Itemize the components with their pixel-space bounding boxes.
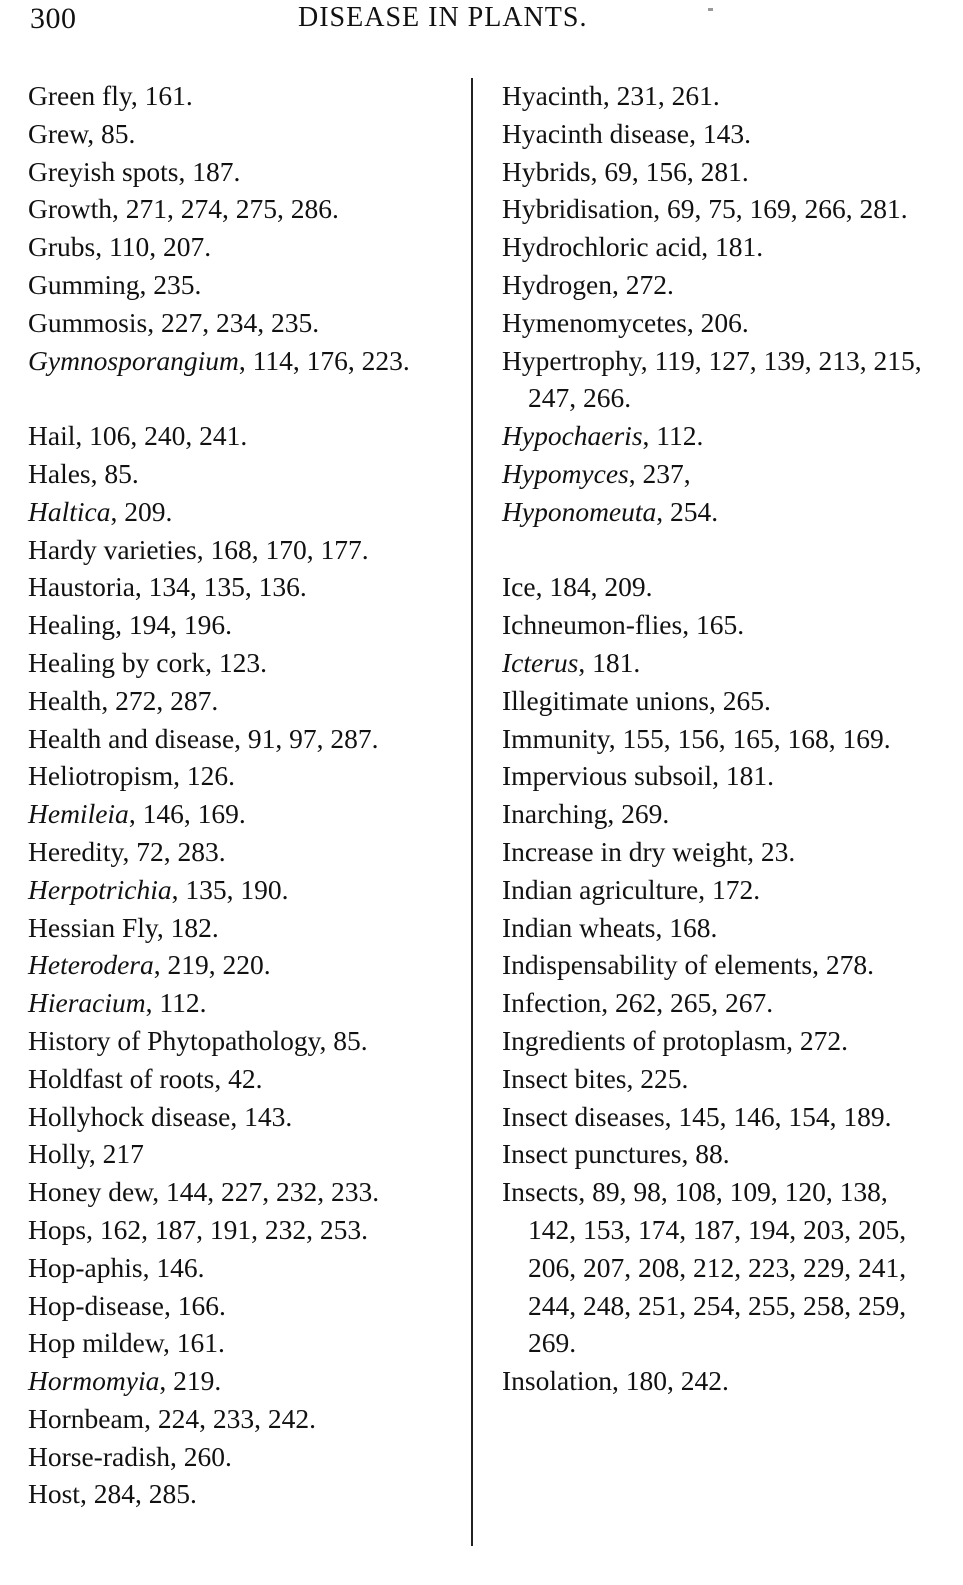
- index-term: Greyish spots: [28, 155, 179, 187]
- page-references: , 168, 170, 177.: [196, 533, 369, 565]
- index-term: Infection: [502, 987, 602, 1019]
- index-entry: [28, 1060, 458, 1098]
- index-entry: [28, 1249, 458, 1287]
- index-entry: [28, 1362, 458, 1400]
- page-references: , 72, 283.: [122, 835, 226, 867]
- index-term: Hardy varieties: [28, 533, 197, 565]
- page-references: , 224, 233, 242.: [144, 1402, 316, 1434]
- index-column-right: [502, 77, 942, 1400]
- index-entry: [28, 720, 458, 758]
- index-term: Hemileia: [28, 798, 129, 830]
- index-term: Holly: [28, 1138, 89, 1170]
- index-entry: [502, 1098, 942, 1136]
- index-term: Growth: [28, 193, 113, 225]
- page-references: , 217: [88, 1138, 144, 1170]
- index-entry: [502, 1173, 942, 1362]
- index-entry: [502, 871, 942, 909]
- index-term: Hop-aphis: [28, 1251, 143, 1283]
- index-term: Hail: [28, 420, 76, 452]
- page-references: , 112.: [642, 420, 704, 452]
- index-entry: [502, 115, 942, 153]
- index-term: Hieracium: [28, 987, 146, 1019]
- index-term: Host: [28, 1478, 80, 1510]
- index-entry: [502, 984, 942, 1022]
- index-term: Insect diseases: [502, 1100, 665, 1132]
- page-references: , 165.: [682, 609, 745, 641]
- page-references: , 143.: [230, 1100, 293, 1132]
- page-references: , 237,: [628, 457, 691, 489]
- index-term: Gymnosporangium: [28, 344, 239, 376]
- index-entry: [28, 871, 458, 909]
- index-entry: [502, 757, 942, 795]
- index-entry: [28, 1287, 458, 1325]
- page-references: , 85.: [90, 457, 139, 489]
- index-entry: [28, 266, 458, 304]
- page-references: , 110, 207.: [95, 231, 212, 263]
- index-entry: [28, 1475, 458, 1513]
- page-references: , 182.: [156, 911, 219, 943]
- page-references: , 161.: [130, 80, 193, 111]
- index-term: Hyacinth: [502, 80, 603, 111]
- page-references: , 42.: [214, 1062, 263, 1094]
- index-term: Hyponomeuta: [502, 495, 657, 527]
- index-entry: [502, 417, 942, 455]
- column-divider: [471, 78, 473, 1546]
- index-term: Indian wheats: [502, 911, 656, 943]
- page-references: , 260.: [170, 1440, 232, 1472]
- index-term: Indian agriculture: [502, 873, 699, 905]
- index-entry: [502, 720, 942, 758]
- index-term: Hypochaeris: [502, 420, 643, 452]
- index-term: Healing by cork: [28, 646, 206, 678]
- index-term: Ingredients of protoplasm: [502, 1024, 787, 1056]
- index-entry: [502, 795, 942, 833]
- index-entry: [502, 606, 942, 644]
- page-references: , 272.: [786, 1024, 848, 1056]
- page-references: , 144, 227, 232, 233.: [152, 1176, 380, 1208]
- index-entry: [502, 644, 942, 682]
- page-references: , 89, 98, 108, 109, 120, 138, 142, 153, 174, 187, 194, 203, 205, 206, 207, 208, 212, 223, 229, 241, 244, 248, 251, 254, 255, 258, 259, 269.: [528, 1176, 907, 1359]
- index-entry: [28, 417, 458, 455]
- index-term: Hales: [28, 457, 91, 489]
- index-entry: [502, 342, 942, 418]
- index-entry: [502, 1022, 942, 1060]
- index-term: Hop mildew: [28, 1327, 163, 1359]
- index-term: Insolation: [502, 1365, 612, 1397]
- page-references: , 135, 190.: [171, 873, 289, 905]
- index-term: Honey dew: [28, 1176, 153, 1208]
- index-term: Haustoria: [28, 571, 135, 603]
- index-entry: [502, 493, 942, 531]
- page-references: , 219, 220.: [153, 949, 271, 981]
- page-references: , 161.: [162, 1327, 225, 1359]
- page-references: , 194, 196.: [115, 609, 232, 641]
- index-term: Hollyhock disease: [28, 1100, 231, 1132]
- page-references: , 235.: [139, 268, 202, 300]
- index-entry: [502, 1060, 942, 1098]
- page-references: , 69, 156, 281.: [590, 155, 749, 187]
- page-references: , 181.: [712, 760, 774, 792]
- index-entry: [28, 682, 458, 720]
- page-references: , 265.: [708, 684, 771, 716]
- page-references: , 114, 176, 223.: [238, 344, 410, 376]
- index-entry: [502, 1362, 942, 1400]
- index-term: Hypertrophy: [502, 344, 641, 376]
- index-entry: [502, 228, 942, 266]
- index-entry: [28, 1135, 458, 1173]
- index-term: Hormomyia: [28, 1365, 160, 1397]
- index-entry: [28, 531, 458, 569]
- index-entry: [502, 304, 942, 342]
- index-term: Hybrids: [502, 155, 591, 187]
- page-references: , 206.: [686, 306, 749, 338]
- page-references: , 187.: [178, 155, 241, 187]
- index-entry: [28, 1173, 458, 1211]
- index-entry: [28, 795, 458, 833]
- page-references: , 284, 285.: [79, 1478, 197, 1510]
- page-references: , 254.: [656, 495, 719, 527]
- index-entry: [28, 606, 458, 644]
- page-references: , 112.: [145, 987, 207, 1019]
- index-term: Grew: [28, 117, 88, 149]
- page-references: , 134, 135, 136.: [134, 571, 307, 603]
- page-references: , 143.: [689, 117, 751, 149]
- index-entry: [502, 190, 942, 228]
- page-references: , 166.: [163, 1289, 226, 1321]
- index-entry: [28, 1098, 458, 1136]
- index-term: Gumming: [28, 268, 140, 300]
- index-entry: [28, 115, 458, 153]
- index-term: Hop-disease: [28, 1289, 164, 1321]
- index-entry: [28, 946, 458, 984]
- index-term: Herpotrichia: [28, 873, 172, 905]
- page-references: , 119, 127, 139, 213, 215, 247, 266.: [528, 344, 922, 414]
- index-entry: [502, 266, 942, 304]
- page-header: [0, 0, 963, 52]
- index-entry: [502, 682, 942, 720]
- page-references: , 227, 234, 235.: [147, 306, 320, 338]
- page-references: , 272, 287.: [101, 684, 219, 716]
- index-entry: [28, 304, 458, 342]
- running-title: DISEASE IN PLANTS.: [298, 2, 588, 33]
- index-term: Impervious subsoil: [502, 760, 713, 792]
- index-entry: [502, 455, 942, 493]
- index-term: Haltica: [28, 495, 111, 527]
- page-references: , 123.: [205, 646, 268, 678]
- index-term: Increase in dry weight: [502, 835, 748, 867]
- page-references: , 271, 274, 275, 286.: [112, 193, 339, 225]
- index-term: Ichneumon-flies: [502, 609, 683, 641]
- index-term: Holdfast of roots: [28, 1062, 215, 1094]
- index-term: Healing: [28, 609, 116, 641]
- index-entry: [28, 1438, 458, 1476]
- index-term: Insect bites: [502, 1062, 627, 1094]
- index-term: Grubs: [28, 231, 96, 263]
- index-term: Horse-radish: [28, 1440, 171, 1472]
- index-term: Green fly: [28, 80, 131, 111]
- page-references: , 219.: [159, 1365, 222, 1397]
- index-term: Indispensability of elements: [502, 949, 813, 981]
- index-entry: [28, 1211, 458, 1249]
- page-references: , 184, 209.: [535, 571, 653, 603]
- index-entry: [502, 568, 942, 606]
- index-entry: [28, 644, 458, 682]
- index-term: Hops: [28, 1213, 87, 1245]
- index-term: Heredity: [28, 835, 123, 867]
- index-term: Inarching: [502, 798, 608, 830]
- index-term: Insect punctures: [502, 1138, 682, 1170]
- page-references: , 126.: [173, 760, 236, 792]
- index-entry: [28, 757, 458, 795]
- page-references: , 180, 242.: [612, 1365, 729, 1397]
- page-references: , 146.: [142, 1251, 205, 1283]
- page-references: , 146, 169.: [128, 798, 246, 830]
- index-entry: [502, 153, 942, 191]
- index-entry: [28, 493, 458, 531]
- page-number: 300: [30, 2, 77, 35]
- index-term: Heliotropism: [28, 760, 174, 792]
- page-references: , 106, 240, 241.: [75, 420, 248, 452]
- page-references: , 172.: [698, 873, 761, 905]
- index-entry: [28, 568, 458, 606]
- index-entry: [28, 228, 458, 266]
- index-entry: [502, 909, 942, 947]
- index-term: Immunity: [502, 722, 609, 754]
- index-entry: [28, 190, 458, 228]
- page-references: , 231, 261.: [602, 80, 720, 111]
- index-term: Insects: [502, 1176, 579, 1208]
- index-term: Hydrogen: [502, 268, 612, 300]
- index-entry: [502, 946, 942, 984]
- index-entry: [28, 1022, 458, 1060]
- index-term: History of Phytopathology: [28, 1024, 320, 1056]
- page-references: , 225.: [626, 1062, 689, 1094]
- index-term: Hymenomycetes: [502, 306, 687, 338]
- index-entry: [28, 909, 458, 947]
- index-term: Ice: [502, 571, 536, 603]
- index-term: Hydrochloric acid: [502, 231, 702, 263]
- index-column-left: [28, 77, 458, 1513]
- index-term: Hornbeam: [28, 1402, 145, 1434]
- index-term: Illegitimate unions: [502, 684, 709, 716]
- index-entry: [28, 1400, 458, 1438]
- index-entry: [28, 153, 458, 191]
- page-references: , 88.: [681, 1138, 730, 1170]
- index-term: Hessian Fly: [28, 911, 157, 943]
- index-entry: [28, 984, 458, 1022]
- page-references: , 155, 156, 165, 168, 169.: [608, 722, 891, 754]
- page-references: , 181.: [578, 646, 641, 678]
- index-entry: [502, 77, 942, 115]
- index-term: Hyacinth disease: [502, 117, 690, 149]
- index-term: Icterus: [502, 646, 579, 678]
- index-term: Health: [28, 684, 102, 716]
- page-references: , 91, 97, 287.: [234, 722, 379, 754]
- page-references: , 209.: [110, 495, 173, 527]
- index-term: Hypomyces: [502, 457, 629, 489]
- print-speck: [708, 8, 713, 11]
- index-entry: [502, 833, 942, 871]
- page-references: , 262, 265, 267.: [601, 987, 774, 1019]
- index-term: Gummosis: [28, 306, 148, 338]
- index-entry: [502, 1135, 942, 1173]
- index-term: Hybridisation: [502, 193, 654, 225]
- page-references: , 269.: [607, 798, 670, 830]
- page-references: , 69, 75, 169, 266, 281.: [653, 193, 908, 225]
- page-references: , 23.: [747, 835, 796, 867]
- index-entry: [28, 1324, 458, 1362]
- page-references: , 272.: [611, 268, 674, 300]
- index-entry: [28, 455, 458, 493]
- page-references: , 85.: [319, 1024, 368, 1056]
- page-references: , 145, 146, 154, 189.: [664, 1100, 892, 1132]
- page-references: , 181.: [701, 231, 764, 263]
- index-entry: [28, 342, 458, 380]
- page-references: , 85.: [87, 117, 136, 149]
- index-entry: [28, 77, 458, 115]
- index-term: Heterodera: [28, 949, 154, 981]
- page-references: , 162, 187, 191, 232, 253.: [86, 1213, 368, 1245]
- page-references: , 278.: [812, 949, 874, 981]
- page-references: , 168.: [655, 911, 718, 943]
- index-term: Health and disease: [28, 722, 235, 754]
- index-entry: [28, 833, 458, 871]
